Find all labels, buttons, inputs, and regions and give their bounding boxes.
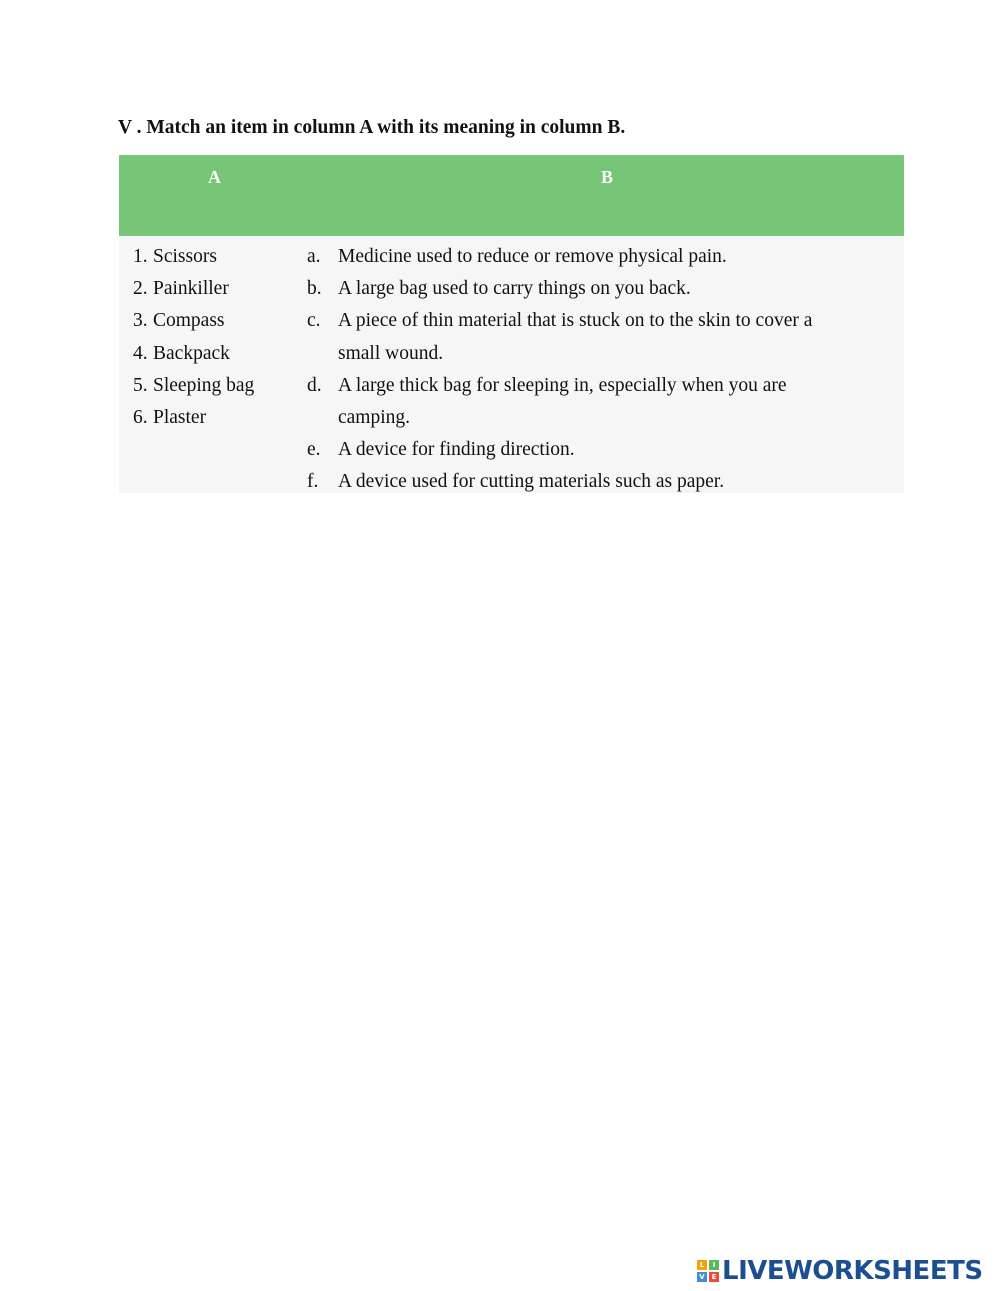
logo-block: I (709, 1260, 719, 1270)
item-definition: A device for finding direction. (338, 439, 575, 461)
item-text: Plaster (153, 406, 207, 428)
item-letter: d. (307, 374, 322, 396)
item-text: Backpack (153, 342, 230, 364)
exercise-instruction: V . Match an item in column A with its meaning in column B. (118, 117, 626, 138)
logo-text: LIVEWORKSHEETS (722, 1256, 983, 1286)
logo-block: L (697, 1260, 707, 1270)
item-text: Compass (153, 310, 225, 332)
table-header (119, 155, 904, 236)
item-number: 3. (133, 310, 148, 332)
column-b-item (307, 241, 848, 273)
column-b-item (307, 466, 848, 498)
column-a-item (133, 273, 254, 305)
logo-block: V (697, 1272, 707, 1282)
item-definition: A large bag used to carry things on you back. (338, 278, 691, 300)
item-number: 6. (133, 406, 148, 428)
item-definition: A device used for cutting materials such as paper. (338, 471, 725, 493)
item-letter: c. (307, 310, 321, 332)
item-number: 1. (133, 246, 148, 267)
item-text: Scissors (153, 246, 217, 267)
item-number: 2. (133, 278, 148, 300)
item-text: Sleeping bag (153, 374, 255, 396)
item-letter: b. (307, 278, 322, 300)
item-definition: A large thick bag for sleeping in, especially when you are camping. (338, 374, 787, 429)
item-number: 5. (133, 374, 148, 396)
column-b-item (307, 305, 848, 369)
matching-table (119, 155, 904, 493)
column-a-list (133, 241, 254, 434)
item-definition: Medicine used to reduce or remove physical pain. (338, 246, 727, 267)
column-b-item (307, 273, 848, 305)
item-number: 4. (133, 342, 148, 364)
column-a-item (133, 338, 254, 370)
logo-block: E (709, 1272, 719, 1282)
item-text: Painkiller (153, 278, 229, 300)
liveworksheets-logo (697, 1255, 983, 1287)
column-a-item (133, 241, 254, 273)
column-b-list (307, 241, 848, 499)
item-letter: f. (307, 471, 319, 493)
column-a-item (133, 402, 254, 434)
logo-blocks-icon (697, 1260, 719, 1282)
column-b-header: B (601, 167, 614, 187)
item-letter: e. (307, 439, 321, 461)
item-definition: A piece of thin material that is stuck on to the skin to cover a small wound. (338, 310, 813, 364)
column-a-item (133, 305, 254, 337)
column-a-header: A (208, 167, 221, 187)
column-a-item (133, 370, 254, 402)
item-letter: a. (307, 246, 321, 267)
column-b-item (307, 370, 848, 434)
column-b-item (307, 434, 848, 466)
